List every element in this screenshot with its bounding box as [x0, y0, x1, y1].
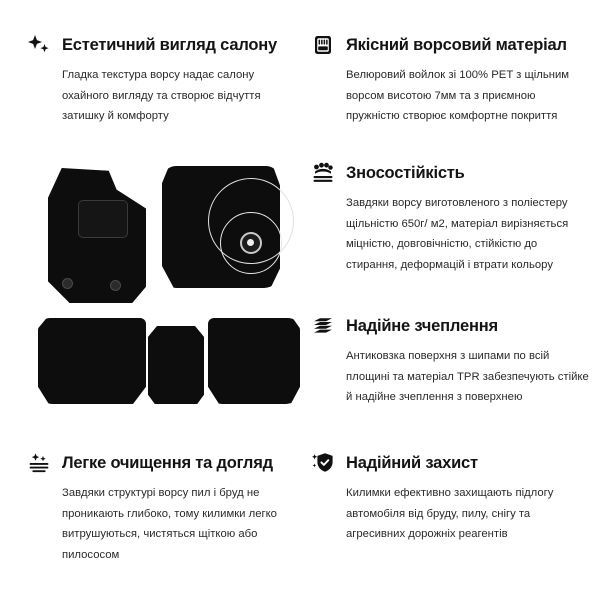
feature-wear-resistance	[310, 160, 590, 275]
feature-header	[26, 450, 306, 476]
rear-left-mat	[38, 318, 146, 404]
car-floor-mats-set	[22, 150, 302, 415]
wear-resistance-icon	[310, 160, 336, 186]
feature-header	[310, 32, 588, 58]
feature-title: Надійне зчеплення	[346, 316, 498, 335]
feature-title: Естетичний вигляд салону	[62, 35, 278, 54]
shield-check-icon	[310, 450, 336, 476]
carpet-roll-icon	[310, 32, 336, 58]
mat-clip	[62, 278, 73, 289]
feature-text: Велюровий войлок зі 100% PET з щільним ворсом висотою 7мм та з приємною пружністю створює комфортне покриття	[346, 69, 570, 123]
feature-grip	[310, 313, 590, 408]
feature-body	[310, 346, 590, 408]
feature-protection	[310, 450, 590, 545]
feature-header	[26, 32, 298, 58]
feature-body	[26, 483, 306, 565]
feature-title: Якісний ворсовий матеріал	[346, 35, 567, 54]
heel-pad	[78, 200, 128, 238]
feature-title: Легке очищення та догляд	[62, 453, 273, 472]
feature-header	[310, 313, 590, 339]
feature-header	[310, 160, 590, 186]
feature-easy-clean	[26, 450, 306, 565]
feature-text: Гладка текстура ворсу надає салону охайного вигляду та створює відчуття затишку й комфорту	[62, 69, 261, 123]
sparkle-icon	[26, 32, 52, 58]
mat-clip	[110, 280, 121, 291]
feature-text: Килимки ефективно захищають підлогу автомобіля від бруду, пилу, снігу та агресивних дорожніх реагентів	[346, 487, 554, 541]
grommet-detail	[240, 232, 262, 254]
driver-mat	[48, 168, 146, 303]
feature-body	[26, 65, 298, 127]
feature-body	[310, 483, 590, 545]
rear-center-mat	[148, 326, 204, 404]
feature-body	[310, 65, 588, 127]
feature-body	[310, 193, 590, 275]
feature-header	[310, 450, 590, 476]
feature-aesthetic	[26, 32, 298, 127]
rear-right-mat	[208, 318, 300, 404]
feature-title: Зносостійкість	[346, 163, 465, 182]
easy-clean-icon	[26, 450, 52, 476]
feature-material	[310, 32, 588, 127]
layers-grip-icon	[310, 313, 336, 339]
feature-text: Антиковзка поверхня з шипами по всій площині та матеріал TPR забезпечують стійке й надійне зчеплення з поверхнею	[346, 350, 589, 404]
feature-title: Надійний захист	[346, 453, 478, 472]
feature-text: Завдяки ворсу виготовленого з поліестеру щільністю 650г/ м2, матеріал вирізняється міцністю, довговічністю, стійкістю до стирання, деформацій і втрати кольору	[346, 197, 569, 271]
feature-text: Завдяки структурі ворсу пил і бруд не проникають глибоко, тому килимки легко витрушуються, чистяться щіткою або пилососом	[62, 487, 277, 561]
